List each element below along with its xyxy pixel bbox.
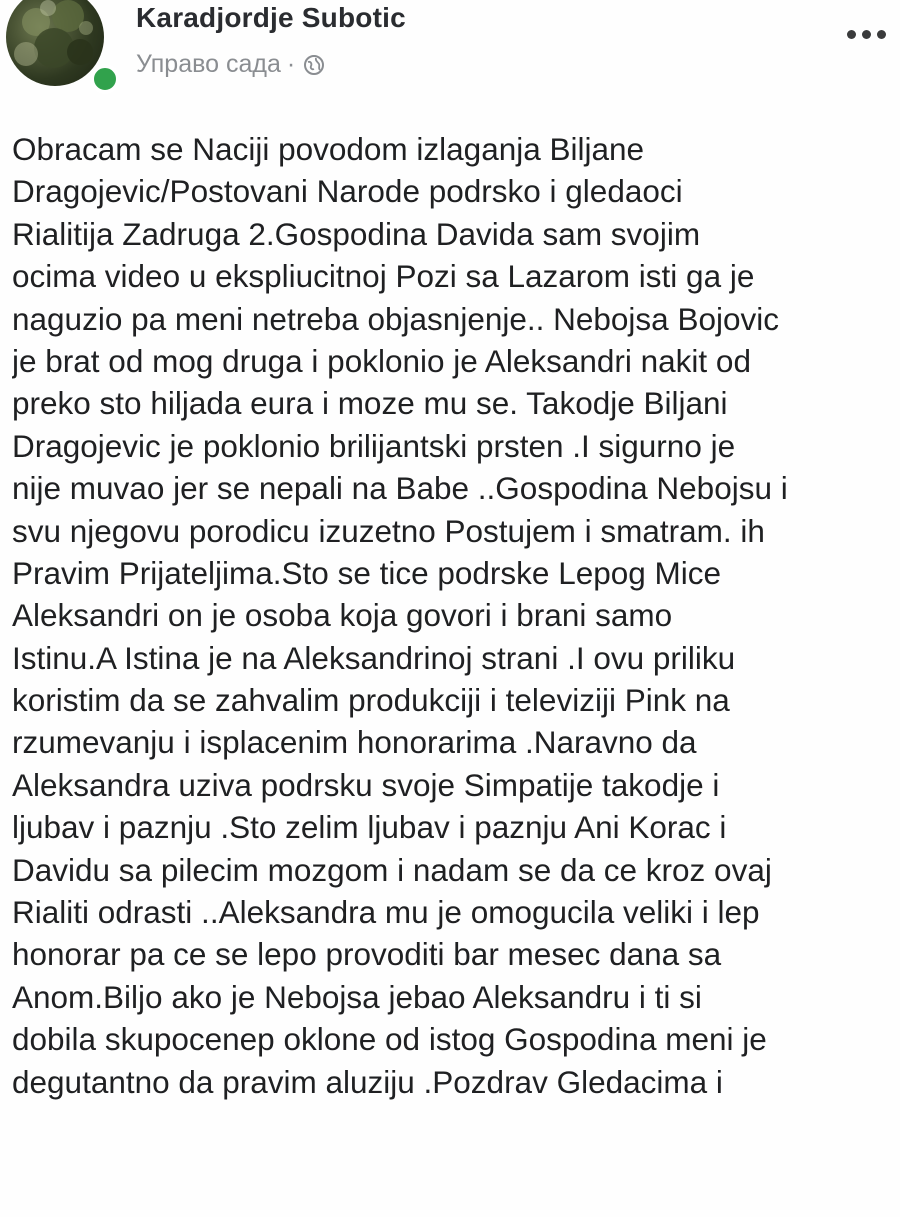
more-options-icon[interactable] [836, 14, 896, 54]
avatar-image [6, 0, 104, 86]
post-body-text [12, 128, 892, 1103]
avatar[interactable] [6, 0, 104, 86]
post-text-line: Rialiti odrasti ..Aleksandra mu je omogucila veliki i lep [12, 894, 760, 931]
post-author-name[interactable]: Karadjordje Subotic [136, 2, 406, 33]
post-text-line: rzumevanju i isplacenim honorarima .Naravno da [12, 724, 697, 761]
online-status-dot [90, 64, 120, 94]
post-text-line: Anom.Biljo ako je Nebojsa jebao Aleksandru i ti si [12, 978, 702, 1015]
globe-icon[interactable] [303, 54, 325, 76]
post-text-line: Dragojevic/Postovani Narode podrsko i gledaoci [12, 173, 683, 210]
post-text-line: je brat od mog druga i poklonio je Aleksandri nakit od [12, 342, 751, 379]
post-text-line: Dragojevic je poklonio brilijantski prsten .I sigurno je [12, 427, 736, 464]
post-text-line: Obracam se Naciji povodom izlaganja Biljane [12, 131, 645, 167]
more-dot [862, 30, 871, 39]
post-text-line: preko sto hiljada eura i moze mu se. Takodje Biljani [12, 385, 728, 422]
more-dot [877, 30, 886, 39]
post-text-line: svu njegovu porodicu izuzetno Postujem i smatram. ih [12, 512, 765, 549]
post-text-line: Davidu sa pilecim mozgom i nadam se da ce kroz ovaj [12, 851, 772, 888]
more-dot [847, 30, 856, 39]
post-text-line: Istinu.A Istina je na Aleksandrinoj strani .I ovu priliku [12, 639, 736, 676]
meta-separator: · [286, 50, 296, 78]
post-text-line: Pravim Prijateljima.Sto se tice podrske Lepog Mice [12, 554, 722, 591]
post-text-line: Rialitija Zadruga 2.Gospodina Davida sam svojim [12, 215, 701, 252]
post-text-line: honorar pa ce se lepo provoditi bar mesec dana sa [12, 936, 722, 973]
post-text-line: ocima video u ekspliucitnoj Pozi sa Lazarom isti ga je [12, 258, 755, 295]
post-text-line: Aleksandri on je osoba koja govori i brani samo [12, 597, 673, 634]
post-text-line: nije muvao jer se nepali na Babe ..Gospodina Nebojsu i [12, 470, 788, 507]
post-timestamp[interactable]: Управо сада [136, 50, 281, 78]
post-text-line: ljubav i paznju .Sto zelim ljubav i paznju Ani Korac i [12, 809, 727, 846]
post-text-line: koristim da se zahvalim produkciji i televiziji Pink na [12, 682, 730, 719]
post-text-line: naguzio pa meni netreba objasnjenje.. Nebojsa Bojovic [12, 300, 779, 337]
post-meta [136, 50, 325, 79]
avatar-container[interactable] [6, 0, 106, 100]
post-text-line: degutantno da pravim aluziju .Pozdrav Gledacima i [12, 1063, 723, 1100]
post-text-line: dobila skupocenep oklone od istog Gospodina meni je [12, 1021, 767, 1058]
post-text-line: Aleksandra uziva podrsku svoje Simpatije takodje i [12, 766, 720, 803]
